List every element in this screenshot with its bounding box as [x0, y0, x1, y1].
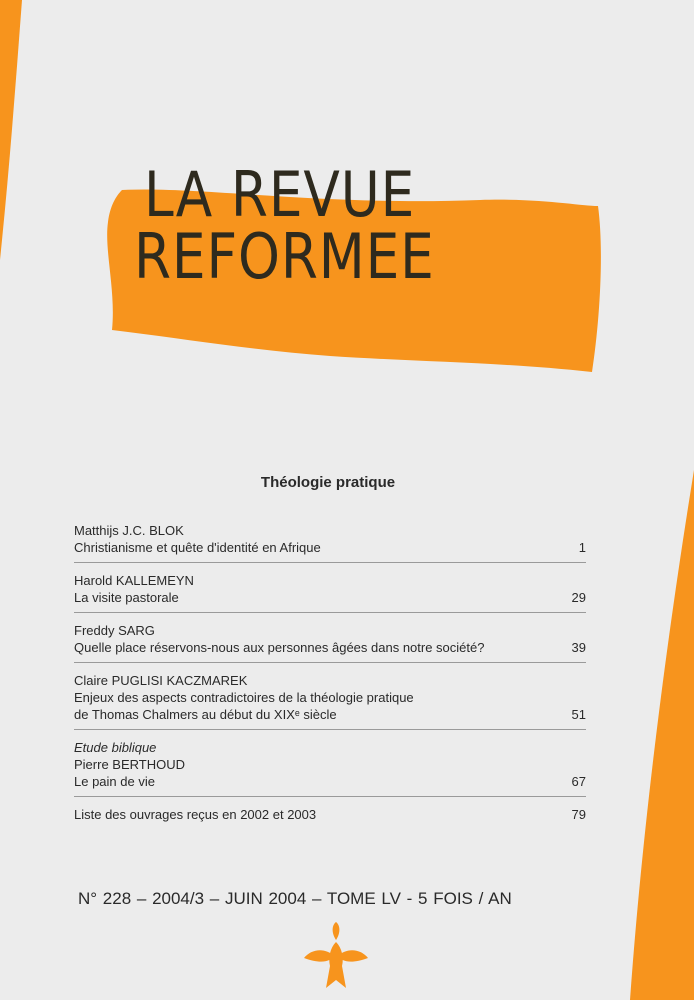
toc-line-text: Etude biblique	[74, 740, 157, 755]
right-orange-band	[630, 470, 694, 1000]
toc-line-text: Freddy SARG	[74, 623, 155, 638]
section-heading: Théologie pratique	[260, 474, 396, 491]
toc-line	[74, 522, 586, 539]
toc-page-number: 39	[571, 640, 586, 655]
toc-entry	[74, 620, 586, 663]
toc-line	[74, 589, 586, 606]
toc-page-number: 67	[571, 774, 586, 789]
toc-line-text: de Thomas Chalmers au début du XIXᵉ siècle	[74, 707, 337, 722]
toc-line	[74, 639, 586, 656]
toc-page-number: 79	[571, 807, 586, 822]
toc-line-text: Pierre BERTHOUD	[74, 757, 186, 772]
toc-line	[74, 739, 586, 756]
toc-line	[74, 672, 586, 689]
toc-line	[74, 572, 586, 589]
toc-entry	[74, 804, 586, 829]
toc-line	[74, 773, 586, 790]
toc-page-number: 51	[571, 707, 586, 722]
issue-info: N° 228 – 2004/3 – JUIN 2004 – TOME LV - 5 FOIS / AN	[78, 889, 512, 908]
toc-page-number: 29	[571, 590, 586, 605]
toc-line	[74, 622, 586, 639]
toc-entry	[74, 520, 586, 563]
title-line-2: REFORMEE	[134, 220, 435, 293]
left-orange-band	[0, 0, 22, 260]
toc-line-text: La visite pastorale	[74, 590, 179, 605]
toc-line	[74, 806, 586, 823]
toc-line-text: Quelle place réservons-nous aux personnes âgées dans notre société?	[74, 640, 485, 655]
toc-line	[74, 706, 586, 723]
toc-entry	[74, 737, 586, 797]
toc-line-text: Christianisme et quête d'identité en Afrique	[74, 540, 321, 555]
toc-entry	[74, 570, 586, 613]
table-of-contents	[74, 520, 586, 836]
toc-line	[74, 689, 586, 706]
title-line-1: LA REVUE	[144, 158, 416, 231]
dove-emblem-icon	[300, 918, 372, 994]
toc-line-text: Le pain de vie	[74, 774, 155, 789]
toc-line-text: Liste des ouvrages reçus en 2002 et 2003	[74, 807, 317, 822]
toc-line-text: Enjeux des aspects contradictoires de la théologie pratique	[74, 690, 414, 705]
toc-line-text: Matthijs J.C. BLOK	[74, 523, 184, 538]
toc-line	[74, 756, 586, 773]
toc-page-number: 1	[578, 540, 586, 555]
toc-line	[74, 539, 586, 556]
toc-line-text: Claire PUGLISI KACZMAREK	[74, 673, 248, 688]
toc-entry	[74, 670, 586, 730]
toc-line-text: Harold KALLEMEYN	[74, 573, 194, 588]
